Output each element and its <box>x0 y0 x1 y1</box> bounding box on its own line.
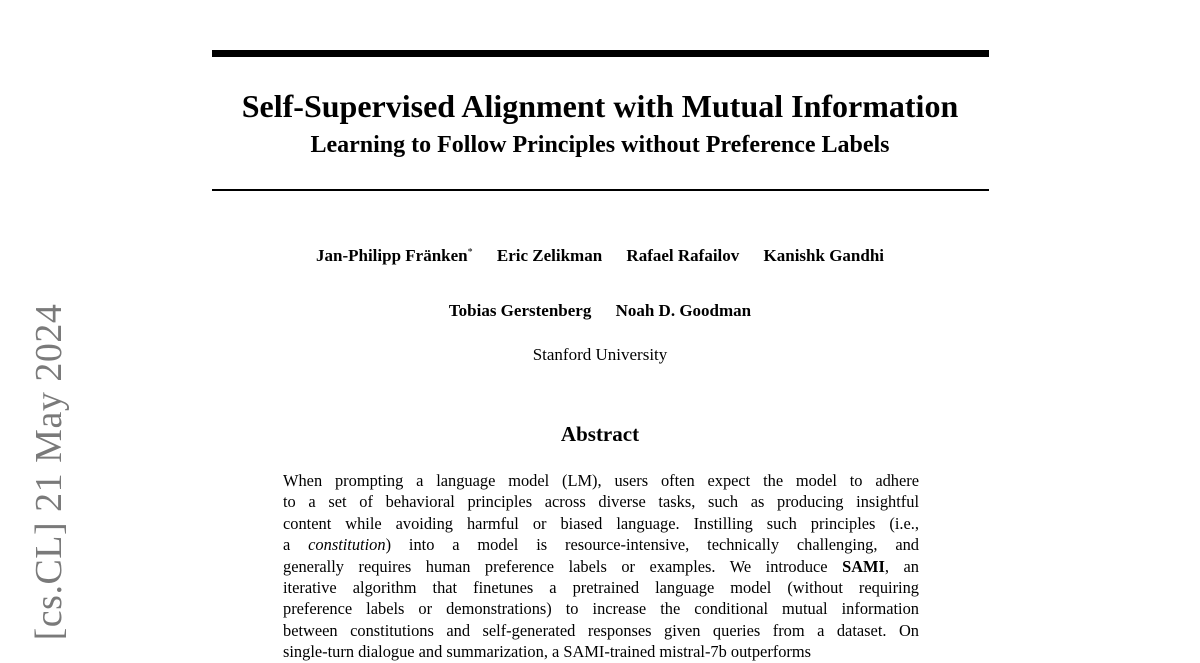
abstract-line: to a set of behavioral principles across diverse tasks, such as producing insightful <box>283 492 919 512</box>
authors-row-1 <box>0 245 1200 267</box>
paper-subtitle: Learning to Follow Principles without Preference Labels <box>310 132 890 158</box>
abstract-line <box>283 534 919 555</box>
title-top-rule <box>212 50 989 57</box>
author <box>616 300 752 322</box>
abstract-line: iterative algorithm that finetunes a pretrained language model (without requiring <box>283 577 919 597</box>
author <box>626 245 739 267</box>
author-name: Jan-Philipp Fränken <box>315 246 468 265</box>
author-footnote-mark: * <box>467 247 473 258</box>
abstract-strong: SAMI <box>842 556 885 576</box>
abstract-text: generally requires human preference labels or examples. We introduce <box>283 556 843 576</box>
abstract-line: between constitutions and self-generated responses given queries from a dataset. On <box>283 620 919 640</box>
paper-title: Self-Supervised Alignment with Mutual Information <box>241 88 959 124</box>
abstract-heading: Abstract <box>560 422 640 446</box>
author-name: Tobias Gerstenberg <box>448 301 592 320</box>
abstract-emphasis: constitution <box>308 535 386 555</box>
author <box>497 245 602 267</box>
abstract-line: single-turn dialogue and summarization, a SAMI-trained mistral-7b outperforms <box>283 642 812 662</box>
author <box>316 245 473 267</box>
author-name: Eric Zelikman <box>496 246 603 265</box>
abstract-text: a <box>283 535 309 555</box>
abstract-body <box>283 470 919 663</box>
author-name: Rafael Rafailov <box>626 246 740 265</box>
affiliation: Stanford University <box>532 345 668 364</box>
author <box>764 245 885 267</box>
author-name: Kanishk Gandhi <box>763 246 885 265</box>
abstract-text: , an <box>884 556 919 576</box>
authors-row-2 <box>0 300 1200 322</box>
abstract-line: content while avoiding harmful or biased language. Instilling such principles (i.e., <box>283 513 919 533</box>
abstract-line: When prompting a language model (LM), users often expect the model to adhere <box>283 471 919 490</box>
abstract-line: preference labels or demonstrations) to increase the conditional mutual information <box>283 599 919 619</box>
abstract-line <box>283 556 919 577</box>
abstract-text: ) into a model is resource-intensive, technically challenging, and <box>385 535 919 555</box>
author <box>449 300 591 322</box>
arxiv-stamp-text: [cs.CL] 21 May 2024 <box>28 303 70 641</box>
author-name: Noah D. Goodman <box>615 301 752 320</box>
title-bottom-rule <box>212 189 989 191</box>
